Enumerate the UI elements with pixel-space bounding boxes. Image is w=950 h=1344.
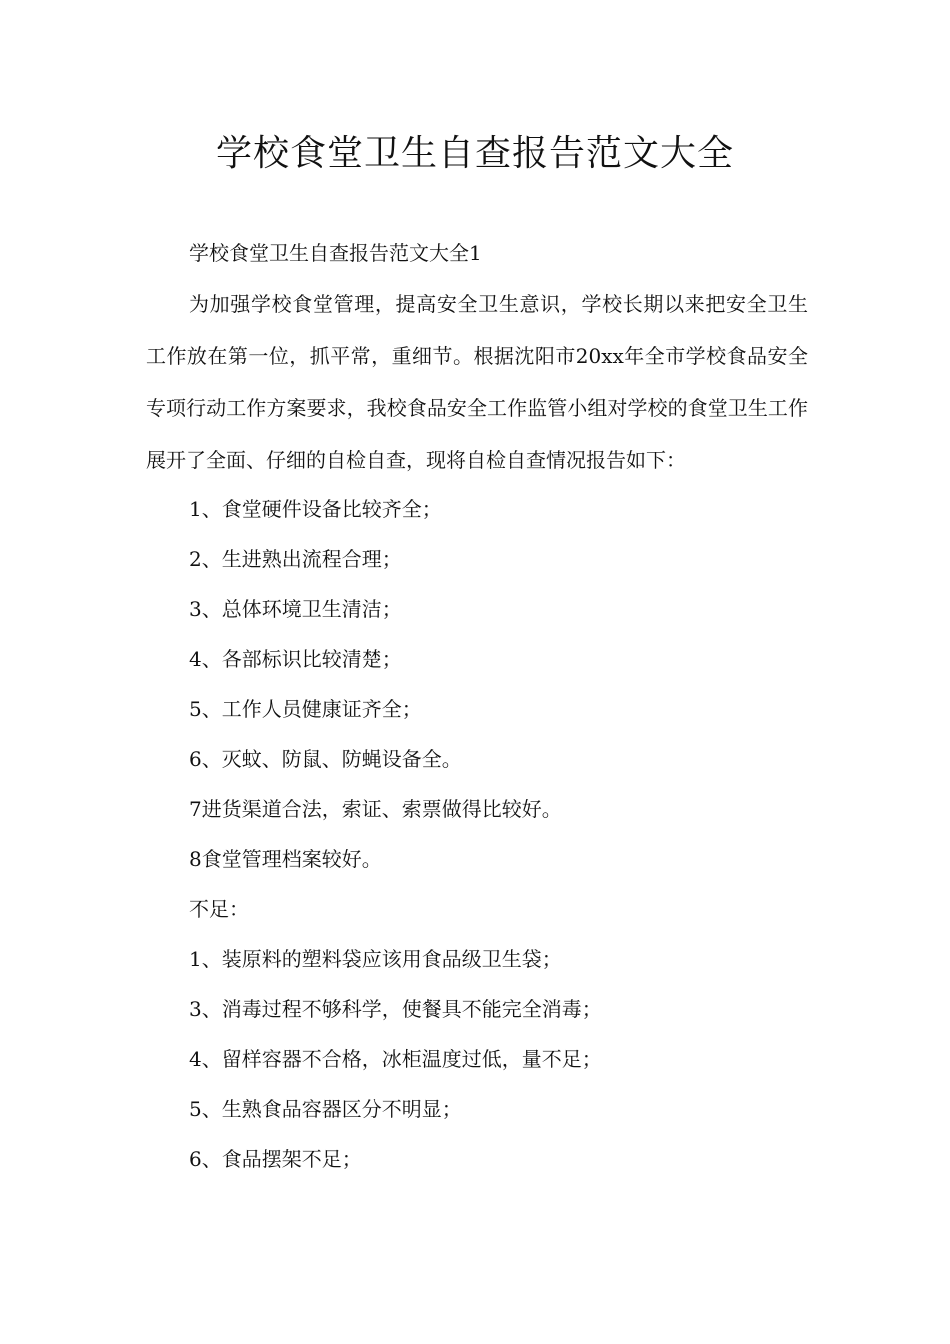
list-item: 3、消毒过程不够科学，使餐具不能完全消毒； xyxy=(189,997,602,1021)
document-body xyxy=(146,228,808,1184)
list-item: 1、食堂硬件设备比较齐全； xyxy=(189,497,442,521)
list-item: 6、灭蚊、防鼠、防蝇设备全。 xyxy=(189,747,462,771)
list-item: 4、各部标识比较清楚； xyxy=(189,647,402,671)
list-item: 3、总体环境卫生清洁； xyxy=(189,597,402,621)
document-title: 学校食堂卫生自查报告范文大全 xyxy=(215,133,734,174)
list-item: 6、食品摆架不足； xyxy=(189,1147,362,1171)
intro-paragraph: 为加强学校食堂管理，提高安全卫生意识，学校长期以来把安全卫生工作放在第一位，抓平常，重细节。根据沈阳市20xx年全市学校食品安全专项行动工作方案要求，我校食品安全工作监管小组对学校的食堂卫生工作展开了全面、仔细的自检自查，现将自检自查情况报告如下： xyxy=(146,292,808,472)
list-item: 8食堂管理档案较好。 xyxy=(189,847,382,871)
list-item: 4、留样容器不合格，冰柜温度过低，量不足； xyxy=(189,1047,602,1071)
list-item: 7进货渠道合法，索证、索票做得比较好。 xyxy=(189,797,562,821)
section-heading: 学校食堂卫生自查报告范文大全1 xyxy=(189,241,482,265)
list-item: 5、工作人员健康证齐全； xyxy=(189,697,422,721)
list-item: 1、装原料的塑料袋应该用食品级卫生袋； xyxy=(189,947,562,971)
list-item: 2、生进熟出流程合理； xyxy=(189,547,402,571)
subsection-heading: 不足： xyxy=(189,897,249,921)
list-item: 5、生熟食品容器区分不明显； xyxy=(189,1097,462,1121)
